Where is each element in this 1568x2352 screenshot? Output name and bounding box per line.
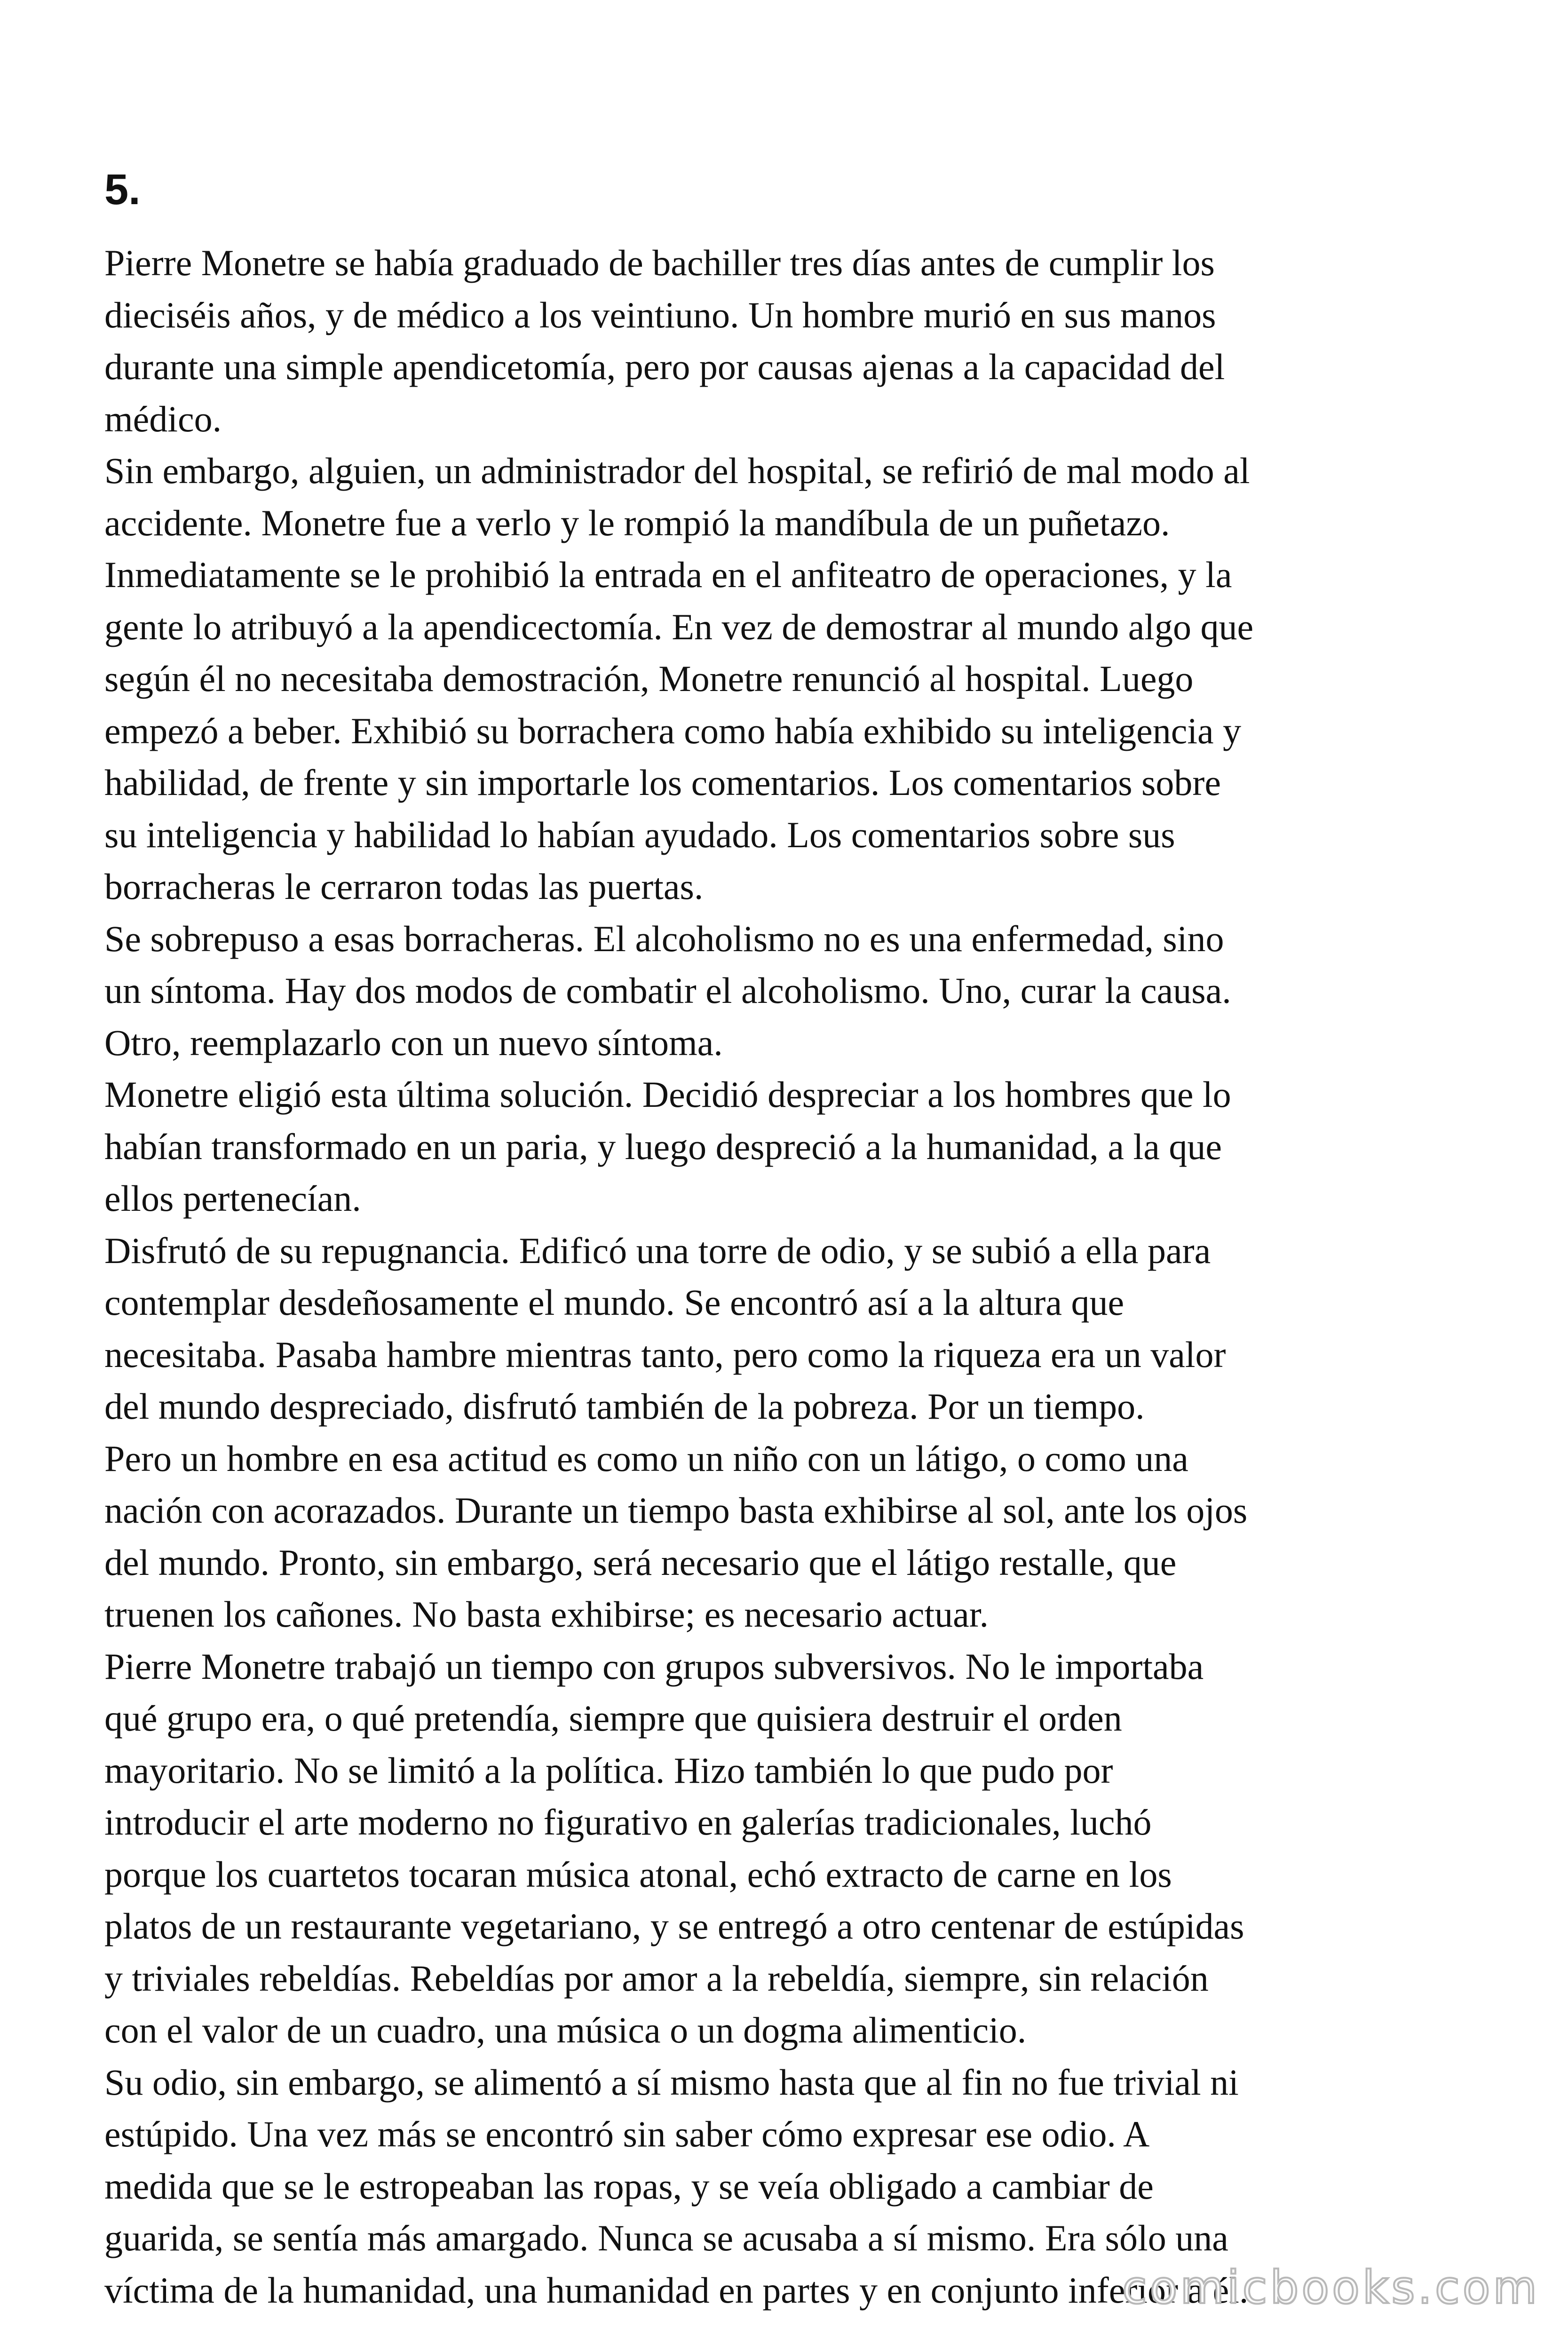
text-line: borracheras le cerraron todas las puertas. [104,866,704,907]
text-line: un síntoma. Hay dos modos de combatir el alcoholismo. Uno, curar la causa. [104,970,1231,1011]
text-line: Pierre Monetre se había graduado de bachiller tres días antes de cumplir los [104,242,1215,283]
text-line: Pero un hombre en esa actitud es como un niño con un látigo, o como una [104,1438,1188,1479]
text-line: víctima de la humanidad, una humanidad en partes y en conjunto inferior a él. [104,2269,1249,2311]
text-line: Pierre Monetre trabajó un tiempo con grupos subversivos. No le importaba [104,1645,1204,1687]
text-line: Se sobrepuso a esas borracheras. El alcoholismo no es una enfermedad, sino [104,918,1224,959]
text-line: habilidad, de frente y sin importarle los comentarios. Los comentarios sobre [104,762,1221,803]
text-line: platos de un restaurante vegetariano, y se entregó a otro centenar de estúpidas [104,1906,1244,1947]
text-line: y triviales rebeldías. Rebeldías por amor a la rebeldía, siempre, sin relación [104,1957,1209,1999]
text-line: según él no necesitaba demostración, Monetre renunció al hospital. Luego [104,658,1194,699]
text-line: del mundo despreciado, disfrutó también de la pobreza. Por un tiempo. [104,1386,1145,1427]
text-line: habían transformado en un paria, y luego despreció a la humanidad, a la que [104,1126,1222,1167]
text-line: del mundo. Pronto, sin embargo, será necesario que el látigo restalle, que [104,1542,1177,1583]
text-line: con el valor de un cuadro, una música o un dogma alimenticio. [104,2010,1027,2050]
text-line: Su odio, sin embargo, se alimentó a sí mismo hasta que al fin no fue trivial ni [104,2061,1239,2103]
text-line: mayoritario. No se limitó a la política. Hizo también lo que pudo por [104,1749,1113,1791]
text-line: contemplar desdeñosamente el mundo. Se encontró así a la altura que [104,1282,1125,1323]
text-line: Disfrutó de su repugnancia. Edificó una torre de odio, y se subió a ella para [104,1230,1211,1271]
text-line: Inmediatamente se le prohibió la entrada en el anfiteatro de operaciones, y la [104,554,1232,595]
watermark: comicbooks.com [1122,2261,1540,2314]
text-line: dieciséis años, y de médico a los veintiuno. Un hombre murió en sus manos [104,294,1216,335]
text-line: medida que se le estropeaban las ropas, y se veía obligado a cambiar de [104,2165,1154,2207]
text-line: empezó a beber. Exhibió su borrachera como había exhibido su inteligencia y [104,710,1242,751]
text-line: necesitaba. Pasaba hambre mientras tanto, pero como la riqueza era un valor [104,1334,1226,1375]
text-line: su inteligencia y habilidad lo habían ayudado. Los comentarios sobre sus [104,814,1175,855]
text-line: introducir el arte moderno no figurativo en galerías tradicionales, luchó [104,1802,1152,1843]
text-line: gente lo atribuyó a la apendicectomía. En vez de demostrar al mundo algo que [104,606,1254,647]
text-line: Otro, reemplazarlo con un nuevo síntoma. [104,1022,723,1063]
text-line: truenen los cañones. No basta exhibirse; es necesario actuar. [104,1594,989,1635]
body-text [104,237,1468,2316]
chapter-number: 5. [104,166,141,214]
text-line: Monetre eligió esta última solución. Decidió despreciar a los hombres que lo [104,1074,1231,1115]
text-line: guarida, se sentía más amargado. Nunca se acusaba a sí mismo. Era sólo una [104,2217,1228,2258]
text-line: porque los cuartetos tocaran música atonal, echó extracto de carne en los [104,1853,1172,1895]
text-line: nación con acorazados. Durante un tiempo basta exhibirse al sol, ante los ojos [104,1490,1248,1531]
text-line: médico. [104,398,222,439]
text-line: durante una simple apendicetomía, pero por causas ajenas a la capacidad del [104,346,1225,387]
text-line: ellos pertenecían. [104,1178,361,1219]
text-line: estúpido. Una vez más se encontró sin saber cómo expresar ese odio. A [104,2114,1150,2154]
text-line: qué grupo era, o qué pretendía, siempre que quisiera destruir el orden [104,1698,1122,1739]
text-line: accidente. Monetre fue a verlo y le rompió la mandíbula de un puñetazo. [104,502,1170,543]
text-line: Sin embargo, alguien, un administrador del hospital, se refirió de mal modo al [104,450,1250,491]
